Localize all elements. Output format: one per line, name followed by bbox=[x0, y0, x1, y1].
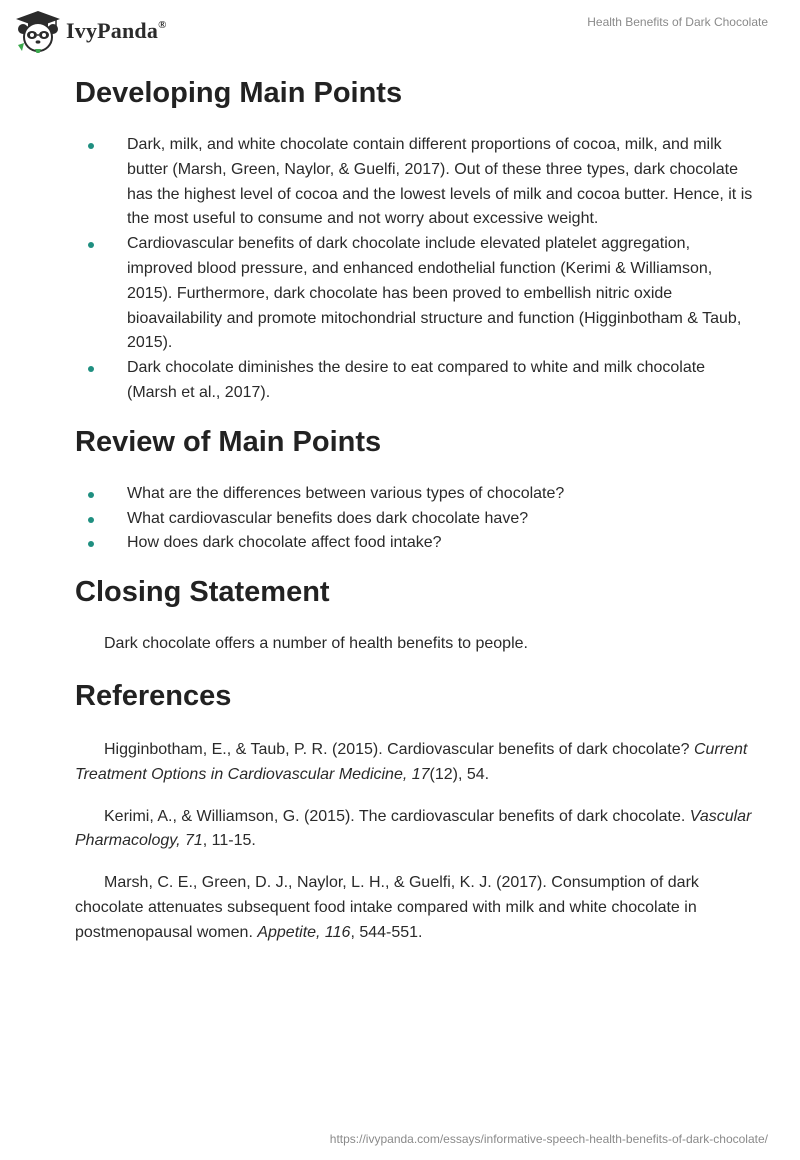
document-title: Health Benefits of Dark Chocolate bbox=[587, 15, 768, 29]
list-item: What cardiovascular benefits does dark chocolate have? bbox=[75, 507, 755, 532]
reference-entry: Higginbotham, E., & Taub, P. R. (2015). Cardiovascular benefits of dark chocolate? Current Treatment Options in Cardiovascular Medicine, 17(12), 54. bbox=[75, 740, 748, 783]
list-item: Cardiovascular benefits of dark chocolate include elevated platelet aggregation, improved blood pressure, and enhanced endothelial function (Kerimi & Williamson, 2015). Furthermore, dark chocolate has been proved to embellish nitric oxide bioavailability and promote mitochondrial structure and function (Higginbotham & Taub, 2015). bbox=[75, 232, 755, 356]
list-item: Dark chocolate diminishes the desire to eat compared to white and milk chocolate (Marsh et al., 2017). bbox=[75, 356, 755, 406]
reference-entry: Marsh, C. E., Green, D. J., Naylor, L. H., & Guelfi, K. J. (2017). Consumption of dark chocolate attenuates subsequent food intake compared with milk and white chocolate in postmenopausal women. Appetite, 116, 544-551. bbox=[75, 874, 699, 941]
reference-entry: Kerimi, A., & Williamson, G. (2015). The cardiovascular benefits of dark chocolate. Vascular Pharmacology, 71, 11-15. bbox=[75, 807, 752, 850]
bullet-icon bbox=[88, 541, 94, 547]
panda-logo-icon bbox=[14, 9, 62, 53]
section-heading-main-points: Developing Main Points bbox=[75, 77, 403, 109]
section-heading-closing: Closing Statement bbox=[75, 576, 330, 609]
essay-content bbox=[75, 70, 755, 946]
section-heading-references: References bbox=[75, 679, 232, 712]
bullet-icon bbox=[88, 492, 94, 498]
list-item: What are the differences between various types of chocolate? bbox=[75, 482, 755, 507]
brand-logo[interactable] bbox=[14, 9, 167, 53]
bullet-icon bbox=[88, 143, 94, 149]
bullet-icon bbox=[88, 242, 94, 248]
brand-name: IvyPanda® bbox=[66, 18, 167, 43]
section-heading-review: Review of Main Points bbox=[75, 425, 382, 458]
closing-statement: Dark chocolate offers a number of health benefits to people. bbox=[104, 635, 528, 653]
main-points-list bbox=[75, 133, 755, 406]
list-item: Dark, milk, and white chocolate contain different proportions of cocoa, milk, and milk butter (Marsh, Green, Naylor, & Guelfi, 2017). Out of these three types, dark chocolate has the highest level of cocoa and the lowest levels of milk and cocoa butter. Hence, it is the most useful to consume and not worry about excessive weight. bbox=[75, 133, 755, 232]
review-points-list bbox=[75, 482, 755, 556]
source-url-link[interactable]: https://ivypanda.com/essays/informative-speech-health-benefits-of-dark-chocolate/ bbox=[329, 1132, 768, 1146]
bullet-icon bbox=[88, 517, 94, 523]
bullet-icon bbox=[88, 366, 94, 372]
list-item: How does dark chocolate affect food intake? bbox=[75, 531, 755, 556]
page-header bbox=[0, 0, 800, 60]
